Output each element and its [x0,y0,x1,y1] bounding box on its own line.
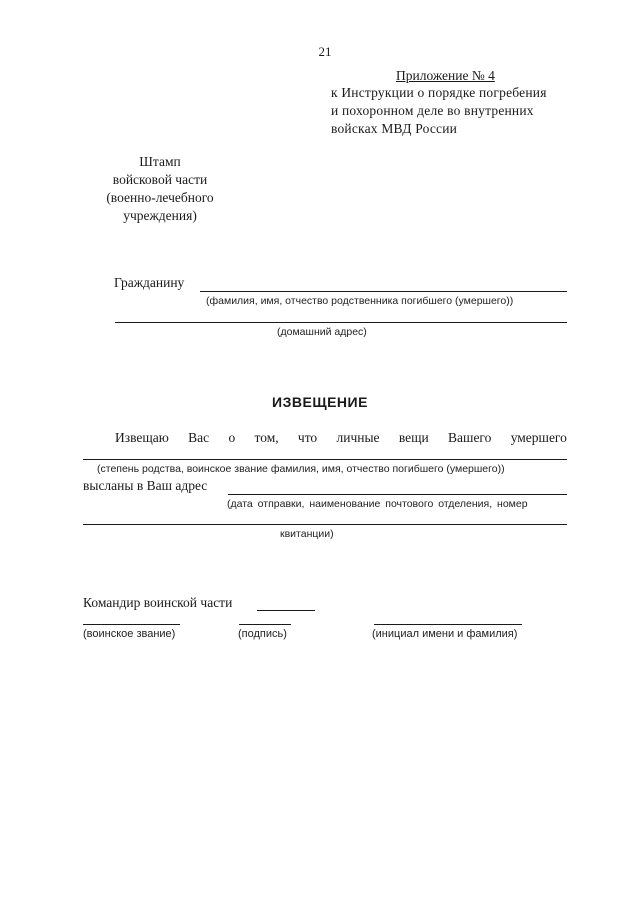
appendix-line-2: и похоронном деле во внутренних [331,103,534,118]
deceased-line[interactable] [83,459,567,460]
body-word: личные [336,430,380,445]
dispatch-hint-2: квитанции) [280,528,334,540]
body-word: Вас [188,430,210,445]
dispatch-line[interactable] [228,494,567,495]
dispatch-hint-1: (дата отправки, наименование почтового отделения, номер [227,498,528,510]
stamp-line-3: (военно-лечебного [106,190,214,205]
deceased-hint: (степень родства, воинское звание фамилия, имя, отчество погибшего (умершего)) [97,463,505,475]
appendix-title: Приложение № 4 [396,68,495,83]
sign-hint: (подпись) [238,628,287,640]
recipient-label: Гражданину [114,275,185,290]
body-word: Вашего [448,430,492,445]
stamp-line-1: Штамп [139,154,181,169]
appendix-line-1: к Инструкции о порядке погребения [331,85,547,100]
body-word: что [297,430,318,445]
sent-label: высланы в Ваш адрес [83,478,208,493]
rank-hint: (воинское звание) [83,628,176,640]
sign-line[interactable] [239,624,291,625]
stamp-line-4: учреждения) [123,208,197,223]
body-word: Извещаю [115,430,169,445]
page-number: 21 [318,44,332,59]
body-word: вещи [398,430,429,445]
commander-label: Командир воинской части [83,595,233,610]
document-title: ИЗВЕЩЕНИЕ [272,394,368,410]
recipient-address-line[interactable] [115,322,567,323]
body-first-line [115,430,567,446]
recipient-name-line[interactable] [200,291,567,292]
body-word: о [228,430,236,445]
stamp-line-2: войсковой части [112,172,208,187]
commander-line[interactable] [257,610,315,611]
initials-line[interactable] [374,624,522,625]
rank-line[interactable] [83,624,180,625]
recipient-address-hint: (домашний адрес) [277,326,367,338]
recipient-name-hint: (фамилия, имя, отчество родственника погибшего (умершего)) [206,295,514,307]
body-word: умершего [510,430,567,445]
dispatch-line-2[interactable] [83,524,567,525]
body-word: том, [254,430,279,445]
initials-hint: (инициал имени и фамилия) [372,628,518,640]
appendix-line-3: войсках МВД России [331,121,458,136]
